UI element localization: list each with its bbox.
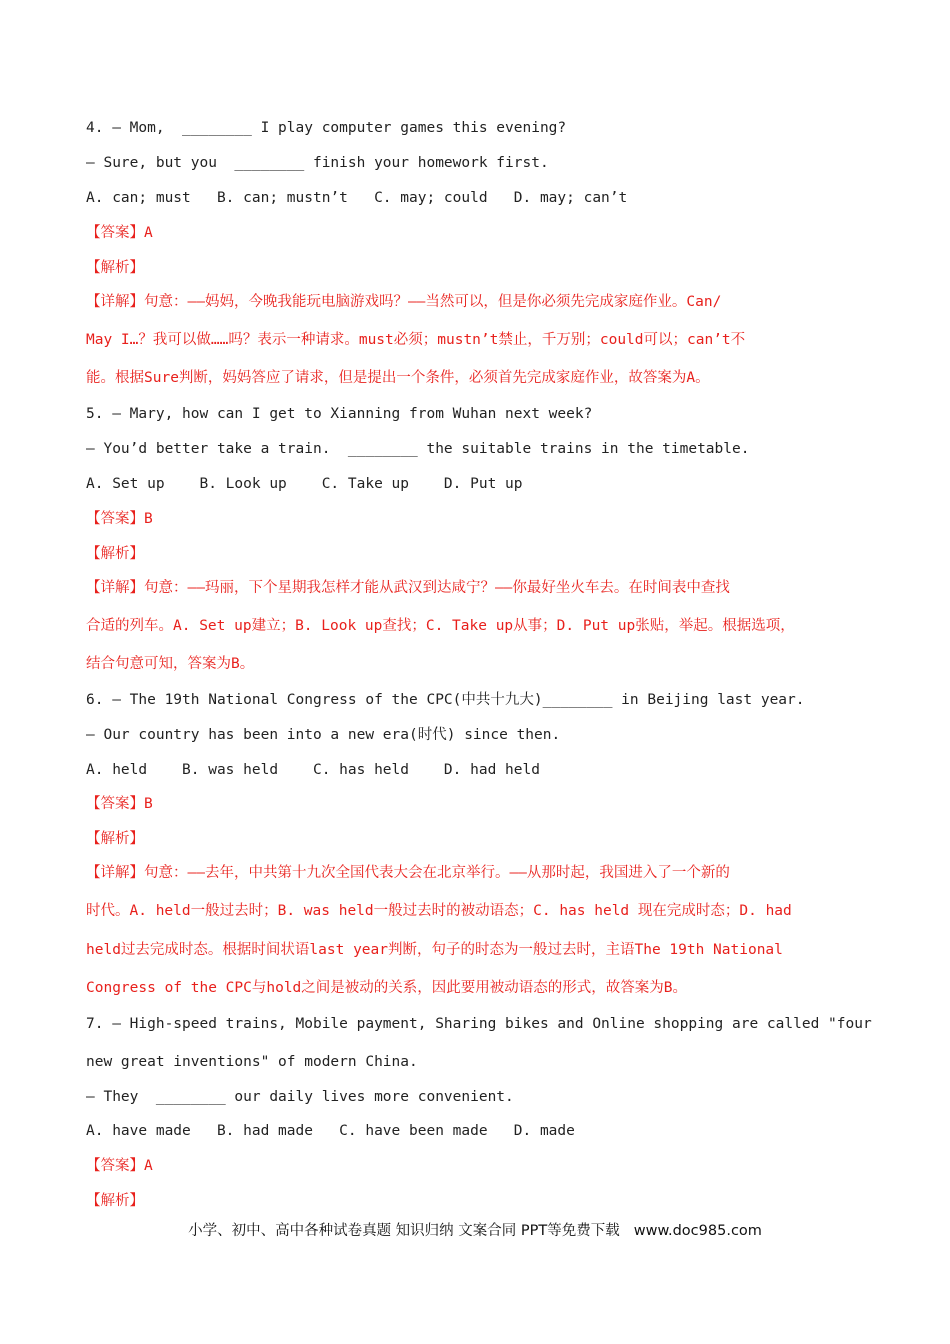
question-6-options: A. held B. was held C. has held D. had held (86, 762, 540, 778)
question-6-answer: 【答案】B (86, 796, 153, 812)
question-5-detail-3: 结合句意可知，答案为B。 (86, 656, 255, 672)
question-7-stem-3: — They ________ our daily lives more convenient. (86, 1089, 514, 1105)
question-5-options: A. Set up B. Look up C. Take up D. Put up (86, 476, 523, 492)
question-4-detail-1: 【详解】句意：——妈妈，今晚我能玩电脑游戏吗？——当然可以，但是你必须先完成家庭作业。Can/ (86, 294, 722, 310)
question-7-options: A. have made B. had made C. have been made D. made (86, 1123, 575, 1139)
question-6-detail-1: 【详解】句意：——去年，中共第十九次全国代表大会在北京举行。——从那时起，我国进入了一个新的 (86, 865, 730, 881)
page-footer (0, 1219, 950, 1240)
question-5-answer: 【答案】B (86, 511, 153, 527)
question-4-detail-3: 能。根据Sure判断，妈妈答应了请求，但是提出一个条件，必须首先完成家庭作业，故答案为A。 (86, 370, 710, 386)
question-5-stem-1: 5. — Mary, how can I get to Xianning from Wuhan next week? (86, 406, 593, 422)
question-6-detail-3: held过去完成时态。根据时间状语last year判断，句子的时态为一般过去时，主语The 19th National (86, 942, 783, 958)
question-4-stem-1: 4. — Mom, ________ I play computer games this evening? (86, 120, 567, 136)
question-5-detail-1: 【详解】句意：——玛丽，下个星期我怎样才能从武汉到达咸宁？——你最好坐火车去。在时间表中查找 (86, 580, 730, 596)
question-4-answer: 【答案】A (86, 225, 153, 241)
question-5-stem-2: — You’d better take a train. ________ the suitable trains in the timetable. (86, 441, 750, 457)
question-7-stem-2: new great inventions" of modern China. (86, 1054, 418, 1070)
question-7-stem-1: 7. — High-speed trains, Mobile payment, Sharing bikes and Online shopping are called "four (86, 1016, 872, 1032)
question-6-detail-4: Congress of the CPC与hold之间是被动的关系，因此要用被动语态的形式，故答案为B。 (86, 980, 688, 996)
footer-url[interactable]: www.doc985.com (633, 1223, 762, 1239)
question-6-detail-2: 时代。A. held一般过去时；B. was held一般过去时的被动语态；C. has held 现在完成时态；D. had (86, 903, 792, 919)
question-6-stem-2: — Our country has been into a new era(时代) since then. (86, 727, 561, 743)
question-6-stem-1: 6. — The 19th National Congress of the CPC(中共十九大)________ in Beijing last year. (86, 692, 805, 708)
question-5-analysis-label: 【解析】 (86, 546, 144, 562)
question-4-detail-2: May I…？我可以做……吗？表示一种请求。must必须；mustn’t禁止，千万别；could可以；can’t不 (86, 332, 746, 348)
question-7-answer: 【答案】A (86, 1158, 153, 1174)
question-5-detail-2: 合适的列车。A. Set up建立；B. Look up查找；C. Take up从事；D. Put up张贴，举起。根据选项， (86, 618, 795, 634)
footer-text: 小学、初中、高中各种试卷真题 知识归纳 文案合同 PPT等免费下载 (188, 1223, 620, 1239)
question-6-analysis-label: 【解析】 (86, 831, 144, 847)
question-4-options: A. can; must B. can; mustn’t C. may; could D. may; can’t (86, 190, 628, 206)
question-4-analysis-label: 【解析】 (86, 260, 144, 276)
question-7-analysis-label: 【解析】 (86, 1193, 144, 1209)
question-4-stem-2: — Sure, but you ________ finish your homework first. (86, 155, 549, 171)
